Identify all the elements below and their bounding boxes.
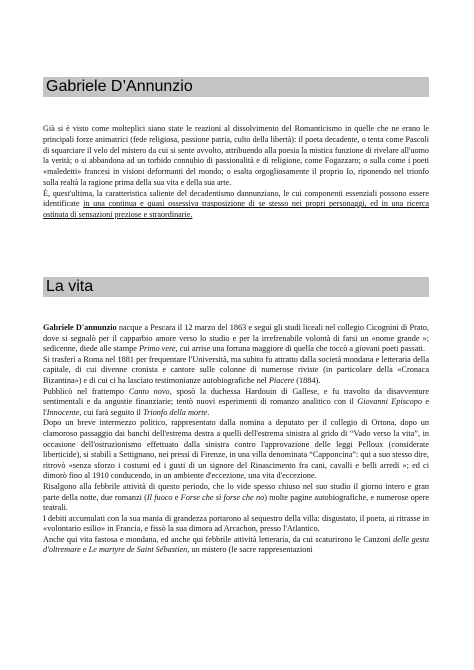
intro-underlined-text: in una continua e quasi ossessiva trasposizione di se stesso nei propri personaggi, ed in una ricerca ostinata di sensazioni preziose e straordinarie. — [43, 199, 429, 219]
bio-paragraph — [43, 355, 429, 387]
bio-paragraph — [43, 387, 429, 419]
bio-text: , cui farà seguito il — [79, 407, 144, 417]
work-title: Piacere — [268, 375, 295, 385]
bio-text: Anche qui vita fastosa e mondana, ed anche qui febbrile attività letteraria, da cui scaturirono le Canzoni — [43, 534, 394, 544]
intro-text-part: Già si è visto come molteplici siano state le reazioni al dissolvimento del Romanticismo in quelle che ne erano le principali forze animatrici (fede religiosa, passione patria, culto della libertà): il poeta decadente, o tenta come Pascoli di squarciare il velo del mistero da cui si sente avvolto, attribuendo alla poesia la mistica funzione di rivelare all'uomo la verità; o si abbandona ad un torbido connubio di passionalità e di religione, come Fogazzaro; o sulla come i poeti «maledetti» francesi in visioni deformanti del mondo; o esalta orgogliosamente il proprio Io, riponendo nel trionfo sulla realtà la ragione prima della sua vita e della sua arte. — [43, 124, 429, 187]
work-title: Le martyre de Saint Sébastien — [88, 545, 188, 555]
work-title: Il fuoco — [146, 492, 173, 502]
bio-text: e — [172, 492, 181, 502]
bio-text: nacque a Pescara il 12 marzo del 1863 e seguì gli studi liceali nel collegio Cicognini di Prato, dove si segnalò per il capparbio amore verso lo studio e per la irrefrenabile volontà di farsi un «nome grande »; sedicenne, diede alle stampe — [43, 323, 429, 354]
work-title: Canto novo — [128, 386, 170, 396]
work-title: Innocente — [46, 407, 80, 417]
bio-paragraph: Dopo un breve intermezzo politico, rappresentato dalla nomina a deputato per il collegio di Ortona, dopo un clamoroso passaggio dai banchi dell'estrema destra a quelli dell'estrema sinistra al grido di “Vado verso la vita”, in occasione dell'ostruzionismo effettuato dalla sinistra contro l'approvazione delle leggi Pelloux (considerate liberticide), si stabilì a Settignano, nei pressi di Firenze, in una villa denominata “Capponcina”: qui a suo stesso dire, ritrovò «senza sforzo i costumi ed i gusti di un signore del Rinascimento fra cani, cavalli e belli arredi »; ed ci dimorò fino al 1910 conducendo, in un ambiente d'eccezione, una vita d'eccezione. — [43, 418, 429, 481]
work-title: Giovanni Episcopo — [357, 397, 422, 407]
bio-text: Risalgono alla febbrile attività di questo periodo, che lo vide spesso chiuso nel suo studio il giorno intero e gran parte della notte, due romanzi ( — [43, 481, 429, 502]
bio-paragraph — [43, 535, 429, 556]
bio-paragraph: I debiti accumulati con la sua mania di grandezza portarono al sequestro della villa: disgustato, il poeta, ai ritrasse in «volontario esilio» in Francia, e fissò la sua dimora ad Arcachon, presso l'Atlantico. — [43, 513, 429, 534]
intro-text-part-2: È, quest'ultima, la caratteristica saliente del decadentismo dannunziano, le cui componenti essenziali possono essere identificate — [43, 188, 429, 209]
section-heading-gabriele-dannunzio: Gabriele D’Annunzio — [43, 77, 429, 97]
bio-text: , sposò la duchessa Hardouin di Gallese, e fu travolto da disavventure sentimentali e da angustie finanziarie; tentò nuovi esperimenti di romanzo analitico con il — [43, 386, 429, 407]
section-heading-la-vita: La vita — [43, 277, 429, 297]
bio-text: , un mistero (le sacre rappresentazioni — [187, 545, 313, 555]
intro-paragraph — [43, 124, 429, 221]
work-title: Primo vere — [138, 344, 176, 354]
bio-paragraph — [43, 323, 429, 355]
bio-name: Gabriele D'annunzio — [43, 323, 117, 332]
intro-text — [43, 124, 429, 189]
bio-text: Pubblicò nel frattempo — [43, 386, 129, 396]
work-title: Forse che sì forse che no — [180, 492, 265, 502]
work-title: Trionfo della morte — [143, 407, 208, 417]
bio-text: , cui arrise una fortuna maggiore di quella che toccò a giovani poeti passati. — [175, 344, 426, 354]
bio-text: ) molte pagine autobiografiche, e numerose opere teatrali. — [43, 492, 429, 513]
intro-text-2 — [43, 189, 429, 221]
bio-paragraph — [43, 482, 429, 514]
bio-text: . — [207, 407, 210, 417]
work-title: delle gesta d'oltremare — [43, 534, 429, 555]
bio-text: (1884). — [294, 375, 321, 385]
biography-text — [43, 323, 429, 556]
bio-text: e — [80, 545, 89, 555]
bio-text: e l' — [43, 397, 429, 417]
bio-text: Si trasferì a Roma nel 1881 per frequentare l'Università, ma subito fu attratto dalla società mondana e letteraria della capitale, di cui divenne cronista e cantore sulle colonne di numerose riviste (in particolare della «Cronaca Bizantina») e di cui ci ha lasciato testimonianze autobiografiche nel — [43, 354, 429, 385]
